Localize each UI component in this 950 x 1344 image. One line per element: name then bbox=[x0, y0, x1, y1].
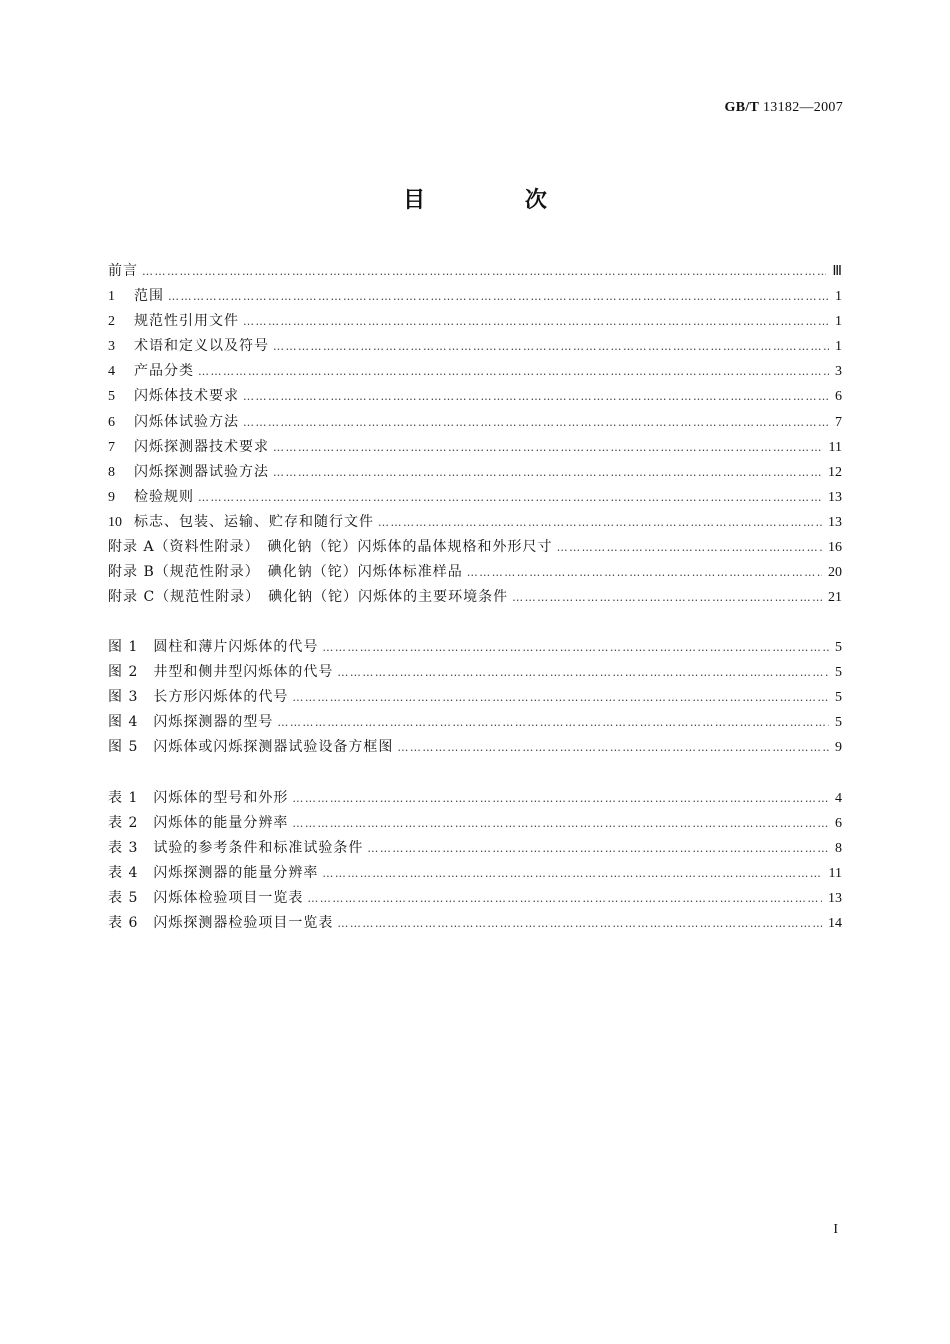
toc-entry-page: 13 bbox=[828, 891, 842, 907]
toc-entry[interactable] bbox=[108, 259, 842, 284]
toc-entry-number: 3 bbox=[108, 339, 115, 355]
toc-entry-title: 附录 B（规范性附录） 碘化钠（铊）闪烁体标准样品 bbox=[108, 564, 463, 581]
toc-entry-title: 前言 bbox=[108, 263, 138, 279]
toc-leader-dots bbox=[512, 585, 822, 610]
toc-leader-dots bbox=[322, 635, 829, 660]
toc-entry-page: 14 bbox=[828, 916, 842, 932]
toc-entry-title: 表 2 闪烁体的能量分辨率 bbox=[108, 815, 289, 832]
toc-entry-title: 表 1 闪烁体的型号和外形 bbox=[108, 790, 289, 806]
toc-entry-title: 标志、包装、运输、贮存和随行文件 bbox=[134, 513, 374, 530]
toc-leader-dots bbox=[397, 735, 829, 760]
toc-entry[interactable] bbox=[108, 485, 842, 510]
toc-leader-dots bbox=[378, 510, 822, 535]
toc-entry[interactable] bbox=[108, 560, 842, 585]
toc-entry-page: 13 bbox=[828, 489, 842, 505]
toc-entry-page: 1 bbox=[835, 314, 842, 330]
toc-entry-page: 11 bbox=[828, 866, 842, 882]
toc-entry-page: 12 bbox=[828, 464, 842, 480]
toc-leader-dots bbox=[243, 410, 829, 435]
toc-leader-dots bbox=[168, 284, 829, 309]
toc-entry-number: 2 bbox=[108, 314, 115, 330]
toc-entry-number: 1 bbox=[108, 289, 115, 305]
toc-entry-label bbox=[108, 309, 239, 334]
toc-entry-title: 术语和定义以及符号 bbox=[134, 338, 269, 355]
toc-entry-label bbox=[108, 435, 269, 460]
toc-entry-label bbox=[108, 660, 333, 685]
toc-entry-title: 表 3 试验的参考条件和标准试验条件 bbox=[108, 840, 364, 857]
toc-entry[interactable] bbox=[108, 685, 842, 710]
toc-entry-page: 20 bbox=[828, 565, 842, 581]
toc-entry-number: 5 bbox=[108, 389, 115, 405]
folio-page-number: I bbox=[833, 1222, 838, 1237]
toc-entry-title: 表 6 闪烁探测器检验项目一览表 bbox=[108, 915, 334, 932]
toc-entry-label bbox=[108, 585, 508, 610]
standard-number: 13182—2007 bbox=[763, 100, 843, 115]
toc-leader-dots bbox=[557, 535, 822, 560]
toc-entry-page: 11 bbox=[828, 439, 842, 455]
toc-entry-label bbox=[108, 560, 463, 585]
toc-entry-page: 6 bbox=[835, 816, 842, 832]
toc-leader-dots bbox=[337, 911, 822, 936]
toc-entry-page: 5 bbox=[835, 715, 842, 731]
toc-entry[interactable] bbox=[108, 435, 842, 460]
toc-leader-dots bbox=[292, 811, 829, 836]
toc-entry-label bbox=[108, 836, 363, 861]
toc-entry[interactable] bbox=[108, 359, 842, 384]
toc-entry-label bbox=[108, 786, 288, 811]
toc-entry[interactable] bbox=[108, 710, 842, 735]
toc-entry[interactable] bbox=[108, 786, 842, 811]
toc-figures bbox=[108, 635, 842, 760]
toc-leader-dots bbox=[273, 435, 823, 460]
toc-entry-label bbox=[108, 359, 194, 384]
toc-entry-title: 范围 bbox=[134, 288, 164, 305]
toc-leader-dots bbox=[142, 259, 826, 284]
toc-entry[interactable] bbox=[108, 861, 842, 886]
toc-entry-label bbox=[108, 635, 318, 660]
toc-entry-page: 5 bbox=[835, 640, 842, 655]
toc-entry-number: 9 bbox=[108, 489, 115, 505]
toc-entry-title: 附录 C（规范性附录） 碘化钠（铊）闪烁体的主要环境条件 bbox=[108, 589, 509, 606]
toc-entry[interactable] bbox=[108, 334, 842, 359]
standard-code bbox=[725, 100, 843, 116]
toc-entry-title: 图 2 井型和侧井型闪烁体的代号 bbox=[108, 664, 334, 681]
toc-entry[interactable] bbox=[108, 309, 842, 334]
toc-entry-number: 8 bbox=[108, 464, 115, 480]
toc-entry-label bbox=[108, 685, 288, 710]
page-title: 目 次 bbox=[403, 188, 593, 213]
toc-entry-label bbox=[108, 334, 269, 359]
toc-leader-dots bbox=[243, 384, 829, 409]
toc-entry[interactable] bbox=[108, 836, 842, 861]
toc-leader-dots bbox=[307, 886, 822, 911]
toc-entry-page: 7 bbox=[835, 414, 842, 430]
toc-leader-dots bbox=[367, 836, 829, 861]
toc-entry-title: 附录 A（资料性附录） 碘化钠（铊）闪烁体的晶体规格和外形尺寸 bbox=[108, 539, 553, 556]
toc-entry[interactable] bbox=[108, 535, 842, 560]
toc-entry[interactable] bbox=[108, 284, 842, 309]
toc-entry-number: 10 bbox=[108, 514, 122, 530]
toc-entry-label bbox=[108, 485, 194, 510]
toc-tables bbox=[108, 786, 842, 937]
toc-entry-title: 表 5 闪烁体检验项目一览表 bbox=[108, 890, 304, 907]
toc-entry[interactable] bbox=[108, 911, 842, 936]
toc-entry-title: 图 5 闪烁体或闪烁探测器试验设备方框图 bbox=[108, 739, 394, 756]
toc-entry[interactable] bbox=[108, 460, 842, 485]
toc-entry-label bbox=[108, 510, 374, 535]
toc-entry-label bbox=[108, 735, 393, 760]
toc-leader-dots bbox=[198, 359, 829, 384]
toc-entry-page: 3 bbox=[835, 364, 842, 380]
toc-entry-label bbox=[108, 710, 273, 735]
toc-entry-page: 5 bbox=[835, 665, 842, 681]
toc-entry-label bbox=[108, 284, 164, 309]
toc-entry-title: 闪烁探测器技术要求 bbox=[134, 438, 269, 455]
toc-entry-label bbox=[108, 460, 269, 485]
toc-entry-label bbox=[108, 259, 138, 284]
toc-entry-label bbox=[108, 911, 333, 936]
toc-entry-label bbox=[108, 410, 239, 435]
toc-entry-number: 6 bbox=[108, 414, 115, 430]
toc-entry-label bbox=[108, 384, 239, 409]
toc-entry-page: 1 bbox=[835, 339, 842, 355]
toc-leader-dots bbox=[337, 660, 829, 685]
toc-entry[interactable] bbox=[108, 635, 842, 660]
toc-entry[interactable] bbox=[108, 886, 842, 911]
toc-entry-label bbox=[108, 535, 553, 560]
toc-entry-number: 4 bbox=[108, 364, 115, 380]
toc-entry-page: 13 bbox=[828, 514, 842, 530]
toc-entry-title: 规范性引用文件 bbox=[134, 313, 239, 330]
toc-entry-label bbox=[108, 886, 303, 911]
standard-prefix: GB/T bbox=[724, 100, 760, 115]
toc-leader-dots bbox=[243, 309, 829, 334]
toc-entry[interactable] bbox=[108, 410, 842, 435]
toc-entry-label bbox=[108, 861, 318, 886]
toc-entry-title: 图 1 圆柱和薄片闪烁体的代号 bbox=[108, 639, 319, 655]
toc-entry-title: 闪烁体试验方法 bbox=[134, 413, 239, 430]
toc-entry[interactable] bbox=[108, 384, 842, 409]
toc-entry-title: 图 4 闪烁探测器的型号 bbox=[108, 714, 274, 731]
toc-entry-page: 4 bbox=[835, 791, 842, 806]
toc-leader-dots bbox=[273, 334, 829, 359]
toc-entry[interactable] bbox=[108, 660, 842, 685]
toc-entry[interactable] bbox=[108, 510, 842, 535]
toc-leader-dots bbox=[292, 685, 829, 710]
toc-entry-title: 图 3 长方形闪烁体的代号 bbox=[108, 689, 289, 706]
toc-leader-dots bbox=[322, 861, 822, 886]
toc-entry[interactable] bbox=[108, 585, 842, 610]
toc-entry[interactable] bbox=[108, 735, 842, 760]
toc-entry-number: 7 bbox=[108, 439, 115, 455]
toc-sections bbox=[108, 259, 842, 610]
toc-leader-dots bbox=[273, 460, 822, 485]
toc-entry-title: 检验规则 bbox=[134, 488, 194, 505]
toc-entry-title: 产品分类 bbox=[134, 363, 194, 380]
toc-entry-page: 5 bbox=[835, 690, 842, 706]
toc-entry-title: 闪烁体技术要求 bbox=[134, 388, 239, 405]
toc-entry-page: 8 bbox=[835, 841, 842, 857]
toc-entry-page: Ⅲ bbox=[832, 264, 842, 279]
toc-entry-page: 9 bbox=[835, 740, 842, 756]
toc-leader-dots bbox=[467, 560, 822, 585]
toc-entry-page: 16 bbox=[828, 540, 842, 556]
toc-leader-dots bbox=[198, 485, 822, 510]
toc-entry-title: 表 4 闪烁探测器的能量分辨率 bbox=[108, 865, 319, 882]
toc-entry-label bbox=[108, 811, 288, 836]
toc-entry-page: 21 bbox=[828, 590, 842, 606]
toc-entry[interactable] bbox=[108, 811, 842, 836]
toc-entry-page: 1 bbox=[835, 289, 842, 305]
toc-leader-dots bbox=[292, 786, 829, 811]
toc-entry-page: 6 bbox=[835, 389, 842, 405]
toc-entry-title: 闪烁探测器试验方法 bbox=[134, 463, 269, 480]
toc-leader-dots bbox=[277, 710, 829, 735]
